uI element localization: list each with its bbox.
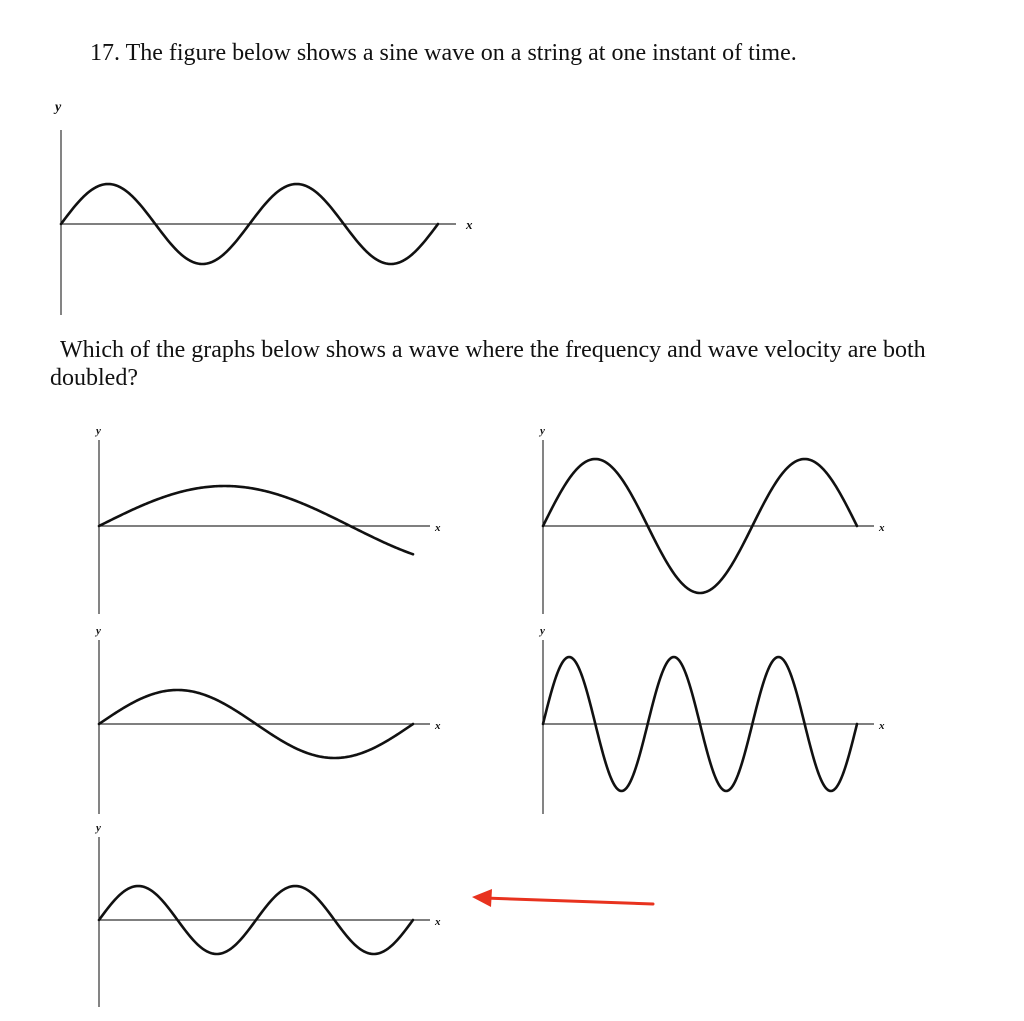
x-axis-label: x (435, 916, 441, 928)
prompt-line-1: Which of the graphs below shows a wave where the frequency and wave velocity are both (60, 337, 926, 363)
arrow-head (472, 889, 492, 907)
y-axis-label: y (540, 425, 545, 437)
x-axis-label: x (435, 522, 441, 534)
y-axis-label: y (96, 822, 101, 834)
question-title: 17. The figure below shows a sine wave on a string at one instant of time. (90, 40, 797, 66)
wave-curve (99, 486, 413, 554)
x-axis-label: x (879, 522, 885, 534)
option-graph-bottom-left[interactable] (80, 815, 460, 1015)
x-axis-label: x (466, 217, 473, 232)
reference-graph (40, 95, 500, 325)
x-axis-label: x (435, 720, 441, 732)
prompt-line-2: doubled? (50, 365, 138, 391)
option-graph-middle-left[interactable] (80, 618, 460, 818)
y-axis-label: y (55, 100, 62, 115)
y-axis-label: y (96, 425, 101, 437)
y-axis-label: y (540, 625, 545, 637)
arrow-shaft (484, 898, 653, 904)
option-graph-top-left[interactable] (80, 418, 460, 618)
option-graph-middle-right[interactable] (524, 618, 904, 818)
x-axis-label: x (879, 720, 885, 732)
y-axis-label: y (96, 625, 101, 637)
left-arrow-icon (470, 886, 660, 916)
option-graph-top-right[interactable] (524, 418, 904, 618)
question-prompt (50, 336, 990, 392)
